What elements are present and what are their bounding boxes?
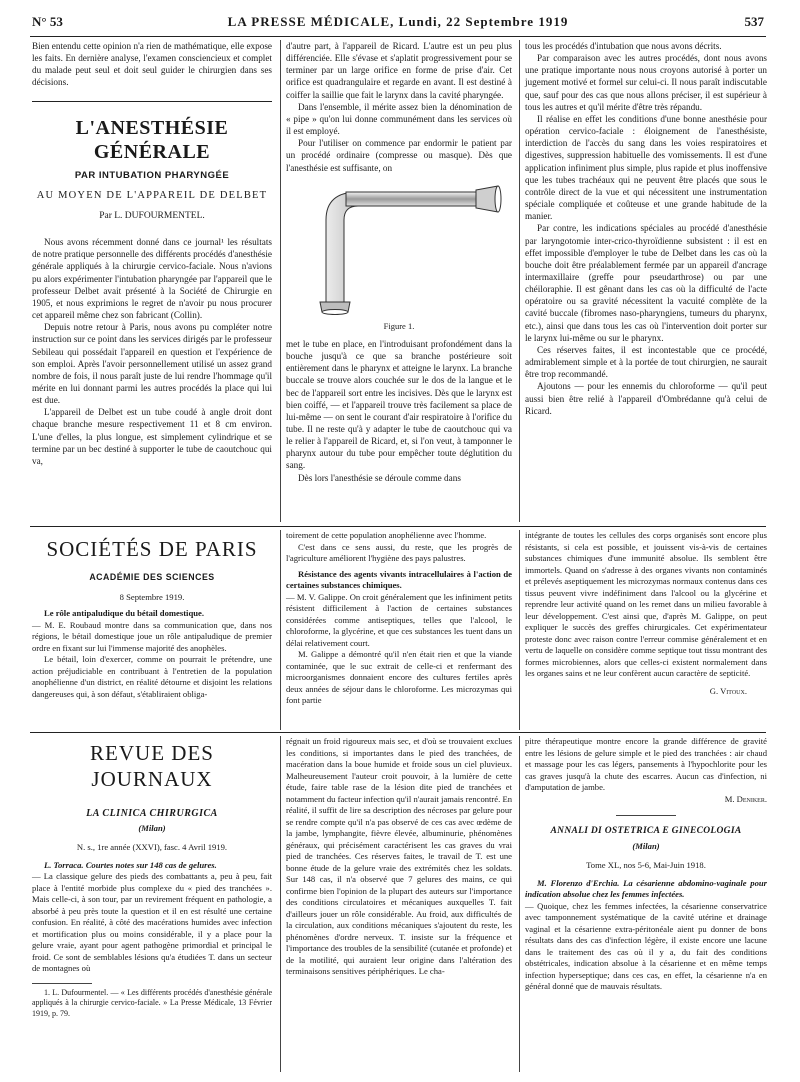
column-divider [519,736,520,1072]
section-rule [30,526,766,527]
paragraph: Par contre, les indications spéciales au procédé d'anesthésie par laryngotomie inter-crico-thyroïdienne subsistent : il est en effet impossible d'employer le tube de Delbet dans les cas où la bouche doit être préalablement fermée par un appareil d'ancrage intermaxillaire (greffe pour pseudarthrose) ou par une chéiloraphie. Il est gênant dans les cas où la difficulté de l'acte opératoire ou sa gravité nécessitent la vacuité complète de la cavité buccale (fibromes naso-pharyngiens, tumeurs du pharynx, etc.), ainsi que dans tous les cas où l'intervention doit porter sur le larynx lui-même ou sur le pharynx. [525,223,767,343]
footnote-rule [32,983,92,984]
s1-col2 [286,40,512,484]
s2-col3 [525,530,767,697]
page-header [32,14,764,38]
paragraph: C'est dans ce sens aussi, du reste, que les progrès de l'agriculture améliorent l'hygiène des pays palustres. [286,541,512,563]
article-author: Par L. DUFOURMENTEL. [99,210,205,221]
footnote: 1. L. Dufourmentel. — « Les différents procédés d'anesthésie générale appliqués à la chirurgie cervico-faciale. » La Presse Médicale, 13 Février 1919, p. 79. [32,987,272,1018]
article-subtitle: PAR INTUBATION PHARYNGÉE [74,169,230,181]
figure-1 [286,174,512,324]
page-number: 537 [744,14,764,29]
section-subtitle: ACADÉMIE DES SCIENCES [89,572,215,582]
signature: G. Vitoux. [709,685,747,696]
article-subtitle-2: AU MOYEN DE L'APPAREIL DE DELBET [36,189,268,201]
paragraph: L'appareil de Delbet est un tube coudé à angle droit dont chaque branche mesure respectivement 11 et 8 cm environ. L'une d'elles, la plus longue, est simplement cylindrique et se termine par un bec destiné à supporter le tube de caoutchouc qui va, [32,407,272,466]
journal-reference: N. s., 1re année (XXVI), fasc. 4 Avril 1919. [76,842,228,852]
paragraph: tous les procédés d'intubation que nous avons décrits. [525,41,722,51]
s2-col2 [286,530,512,707]
journal-city: (Milan) [138,822,166,833]
column-divider [280,530,281,730]
paragraph: — Quoique, chez les femmes infectées, la césarienne conservatrice avec tamponnement systématique de la cavité utérine et drainage vaginal et la césarienne extra-péritonéale aient pu donner de bons résultats dans des cas d'infection légère, il existe encore une lacune dans le traitement des cas où il y a, du fait des conditions obstétricales, indication absolue à la césarienne et en même temps infection hyperseptique; dans ces cas, en effet, la césarienne n'a en général donné que de mauvais résultats. [525,900,767,991]
column-divider [280,736,281,1072]
article-title: L'ANESTHÉSIE GÉNÉRALE [75,116,229,163]
section-title: SOCIÉTÉS DE PARIS [46,537,258,561]
article-title: M. Florenzo d'Erchia. La césarienne abdomino-vaginale pour indication absolue chez les femmes infectées. [525,877,767,899]
header-rule [30,36,766,37]
paragraph: — La classique gelure des pieds des combattants a, peu à peu, fait place à l'entité morbide plus complexe du « pied des tranchées ». Mais celle-ci, à son tour, par un revirement fréquent en pathologie, a absorbé à peu près toute la question et il en est résulté une certaine confusion. En réalité, à côté des macérations humides avec infection et mortification plus ou moins considérable, il y a place pour la gelure vraie, ayant pour agent pathogène primordial et principal le froid. Ce sont de semblables lésions qu'a étudiées T. dans un secteur de montagnes où [32,871,272,973]
signature: M. Deniker. [724,793,767,804]
rule [616,815,676,816]
paragraph: Le bétail, loin d'exercer, comme on pourrait le prétendre, une action préjudiciable en contribuant à l'entretien de la population anophélienne d'un district, en réalité détourne et disjoint les relations dangereuses qui, à son défaut, s'établiraient obliga- [32,654,272,699]
paragraph: pitre thérapeutique montre encore la grande différence de gravité entre les lésions de gelure simple et le pied des tranchées : air chaud et massage pour les cas légers, pansements à l'hypochlorite pour les cas graves jusqu'à la chute des escarres. Aucun cas d'infection, ni d'amputation de jambe. [525,736,767,792]
paragraph: Par comparaison avec les autres procédés, dont nous avons une pratique importante nous nous croyons autorisé à porter un jugement motivé et formel sur celui-ci. Il nous paraît indiscutable que, sauf pour des cas que nous allons préciser, il est supérieur à tous les autres et qu'il mérite d'être très répandu. [525,53,767,112]
paragraph: met le tube en place, en l'introduisant profondément dans la bouche jusqu'à ce que sa branche postérieure soit entièrement dans le pharynx et atteigne le larynx. La branche buccale se trouve alors couchée sur le dos de la langue et le bec de l'appareil sort entre les incisives. Dès que le larynx est bien coiffé, — et l'appareil trouve très facilement sa place de lui-même — on sent le courant d'air respiratoire à l'orifice du tube. Il ne reste qu'à y adapter le tube de caoutchouc qui va le relier à l'appareil de Ricard, et, si l'on veut, à tamponner le pharynx autour du tube pour empêcher toute déglutition du sang. [286,338,512,471]
column-divider [519,40,520,522]
s1-col1 [32,40,272,467]
journal-city: (Milan) [632,840,660,851]
topic-title: Le rôle antipaludique du bétail domestique. [44,608,204,618]
paragraph: Bien entendu cette opinion n'a rien de mathématique, elle expose les faits. En dernière analyse, l'examen consciencieux et complet du malade peut seul et doit seul guider le chirurgien dans ses décisions. [32,41,272,88]
paragraph: Ajoutons — pour les ennemis du chloroforme — qu'il peut aussi bien être relié à l'appareil d'Ombrédanne qu'à celui de Ricard. [525,381,767,416]
paragraph: M. Galippe a démontré qu'il n'en était rien et que la viande contaminée, que le suc extrait de celle-ci et renfermant des microorganismes donnaient encore des cultures fertiles après deux années de séjour dans le chloroforme. Les microzymas qui font partie [286,649,512,705]
journal-name: LA CLINICA CHIRURGICA [86,808,218,819]
paragraph: Depuis notre retour à Paris, nous avons pu compléter notre instruction sur ce point dans les services dirigés par le professeur Sebileau qui possédait l'appareil en question et l'expérience de son emploi. Après l'avoir personnellement utilisé un assez grand nombre de fois, il nous paraît juste de lui rendre l'hommage qu'il mérite en lui donnant parmi les autres procédés la place qui lui est due. [32,322,272,406]
delbet-tube-illustration [286,174,512,324]
column-divider [280,40,281,522]
s3-col1 [32,740,272,1019]
s3-col3 [525,736,767,993]
article-title: L. Torraca. Courtes notes sur 148 cas de gelures. [44,859,217,870]
paragraph: — M. V. Galippe. On croit généralement que les infiniment petits résistent difficilement à l'action de certaines substances considérées comme antiseptiques, telles que l'alcool, le chloroforme, la glycérine, et que ces substances les tuent dans un délai relativement court. [286,591,512,648]
issue-number: N° 53 [32,14,63,29]
journal-name: ANNALI DI OSTETRICA E GINECOLOGIA [550,826,742,836]
section-title: REVUE DES JOURNAUX [90,741,214,791]
figure-caption: Figure 1. [383,320,415,331]
paragraph: d'autre part, à l'appareil de Ricard. L'autre est un peu plus différenciée. Elle s'évase et s'aplatit progressivement pour se terminer par un large orifice en forme de prise d'air. Cet orifice est quadrangulaire et regarde en avant. Il est destiné à coiffer la saillie que fait le larynx dans la cavité pharyngée. [286,41,512,100]
paragraph: régnait un froid rigoureux mais sec, et d'où se trouvaient exclues les conditions, si importantes dans le pied des tranchées, de macération dans la boue humide et froide sous un ciel pluvieux. Malheureusement l'auteur croit pouvoir, à la lumière de cette étude, faire table rase de la lésion dite pied de tranchées et notamment du facteur infection qu'il n'aurait jamais rencontré. En réalité, il suffit de lire sa description des nécroses par gelure pour se rendre compte qu'il n'a pas observé de ces cas avec œdème de la jambe, lymphangite, fièvre élevée, albuminurie, phénomènes généraux, qui précisément caractérisent les cas graves du vrai pied de tranchées. Ces réserves faites, le travail de T. est une bonne étude de la gelure vraie des extrémités chez les soldats. Sur 148 cas, il n'a observé que 7 gelures des mains, ce qui confirme bien l'opinion de la plupart des auteurs sur l'importance des conditions circulatoires et mécaniques auxquelles T. fait d'ailleurs jouer un rôle considérable. Au froid, aux difficultés de la circulation, aux conditions mécaniques s'ajoutent du reste, les phénomènes d'ordre nerveux. T. insiste sur la fréquence et l'importance des troubles de la sensibilité (cutanée et profonde) et de la motilité, qui auraient leur origine dans l'altération des terminaisons sensitives périphériques. Le cha- [286,736,512,976]
journal-title: LA PRESSE MÉDICALE, Lundi, 22 Septembre 1919 [227,14,569,29]
paragraph: Nous avons récemment donné dans ce journal¹ les résultats de notre pratique personnelle des différents procédés d'anesthésie générale appliqués à la chirurgie cervico-faciale. Nous n'avions pu alors expérimenter l'intubation pharyngée par l'appareil que le professeur Delbet avait présenté à la Société de Chirurgie en 1905, et nous exprimions le regret de n'avoir pu nous procurer cet appareil même chez son fabricant (Collin). [32,237,273,321]
column-divider [519,530,520,730]
topic-title: Résistance des agents vivants intracellulaires à l'action de certaines substances chimiques. [286,568,512,590]
journal-reference: Tome XL, nos 5-6, Mai-Juin 1918. [586,860,706,870]
s2-col1 [32,536,272,700]
s3-col2 [286,736,512,978]
paragraph: Ces réserves faites, il est incontestable que ce procédé, admirablement simple et à la portée de tout chirurgien, ne saurait être trop recommandé. [525,344,767,380]
rule [32,101,272,102]
paragraph: intégrante de toutes les cellules des corps organisés sont encore plus résistants, si cela est possible, et jouissent vis-à-vis de certaines substances chimiques d'une immunité absolue. Ils semblent être immortels. Quand on s'adresse à des organes vivants non contaminés et prélevés aseptiquement les microzymas normaux contenus dans ces tissus peuvent vivre indéfiniment dans l'alcool ou la glycérine et reprendre leur activité quand on les remet dans un milieu favorable à leur développement. C'est ainsi que, d'après M. Galippe, on peut expliquer le succès des greffes chirurgicales. Cet expérimentateur proteste donc avec raison contre l'erreur commise généralement et en vertu de laquelle on considère comme septique tout tissu montrant des formes microbiennes, alors que celles-ci existent normalement dans les organes sains et ne leur confèrent aucun caractère de septicité. [525,530,767,678]
paragraph: — M. E. Roubaud montre dans sa communication que, dans nos régions, le bétail domestique joue un rôle antipaludique de premier ordre en fixant sur lui l'immense majorité des anophèles. [32,619,272,653]
paragraph: Il réalise en effet les conditions d'une bonne anesthésie pour opération cervico-faciale : éloignement de l'anesthésiste, interdiction de l'accès du sang dans les voies respiratoires et digestives, suppression habituelle des vomissements. Il est d'une application infiniment plus simple, plus rapide et plus inoffensive que les tubes trachéaux qui ne peuvent être placés que sous le contrôle direct de la vue et qui nécessitent une instrumentation spéciale compliquée et coûteuse et une grande habitude de la manier. [525,113,767,222]
section-rule [30,732,766,733]
paragraph: Pour l'utiliser on commence par endormir le patient par un procédé ordinaire (compresse ou masque). Dès que l'anesthésie est suffisante, on [286,138,512,173]
s1-col3 [525,40,767,417]
paragraph: toirement de cette population anophélienne avec l'homme. [286,530,487,540]
section-date: 8 Septembre 1919. [119,591,185,602]
paragraph: Dans l'ensemble, il mérite assez bien la dénomination de « pipe » qu'on lui donne communément dans les services où il est employé. [286,101,512,137]
paragraph: Dès lors l'anesthésie se déroule comme dans [298,472,461,483]
